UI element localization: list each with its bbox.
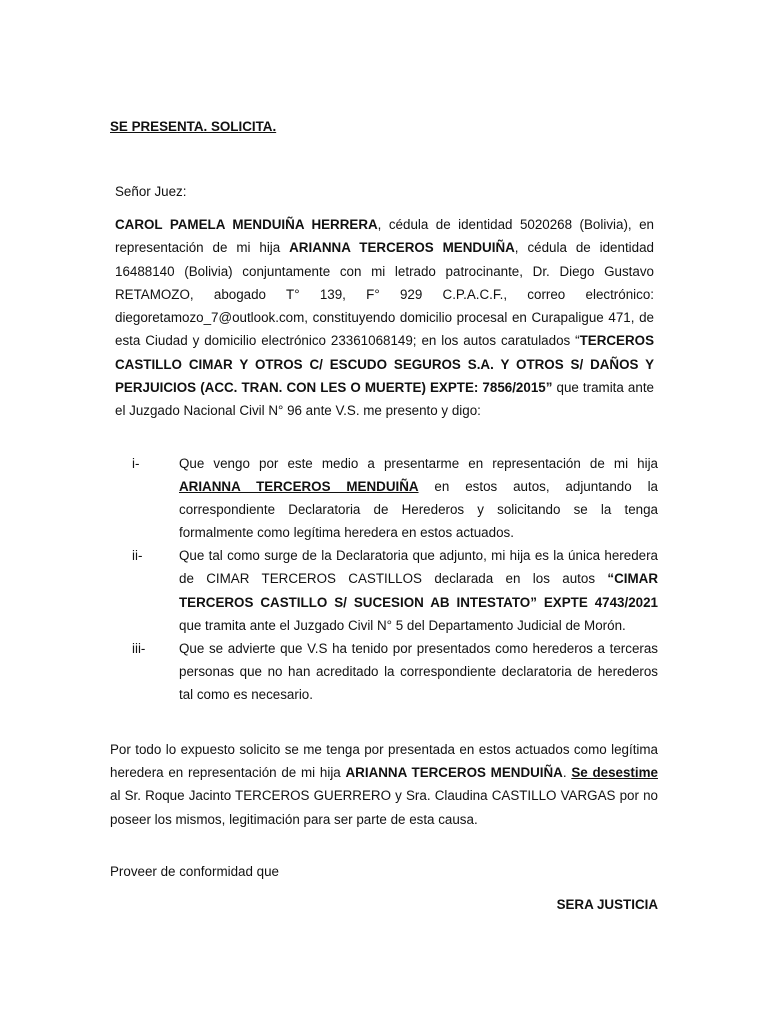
item-text: Que vengo por este medio a presentarme en representación de mi hija [179,456,658,471]
closing-paragraph [110,738,658,831]
sera-justicia: SERA JUSTICIA [556,897,658,912]
intro-text-3: que tramita ante el Juzgado Nacional Civil N° 96 ante V.S. me presento y digo: [115,380,654,419]
petition-item-2 [115,544,658,636]
item-text: en estos autos, adjuntando la correspondiente Declaratoria de Herederos y solicitando se la tenga formalmente como legítima heredera en estos actuados. [179,479,658,541]
case-caption: TERCEROS CASTILLO CIMAR Y OTROS C/ ESCUDO SEGUROS S.A. Y OTROS S/ DAÑOS Y PERJUICIOS (ACC. TRAN. CON LES O MUERTE) EXPTE: 7856/2015” [115,333,654,396]
dismissal-request: Se desestime [571,765,658,781]
item-text: Que se advierte que V.S ha tenido por presentados como herederos a terceras personas que no han acreditado la correspondiente declaratoria de herederos tal como es necesario. [179,640,658,702]
document-title: SE PRESENTA. SOLICITA. [110,119,277,134]
item-marker: iii- [132,640,146,656]
item-text: Que tal como surge de la Declaratoria que adjunto, mi hija es la única heredera de CIMAR TERCEROS CASTILLOS declarada en los autos [179,548,658,587]
closing-daughter-name: ARIANNA TERCEROS MENDUIÑA [345,765,563,781]
petition-items [115,452,658,706]
salutation: Señor Juez: [115,184,187,199]
proveer-line: Proveer de conformidad que [110,864,279,879]
succession-case-caption: “CIMAR TERCEROS CASTILLO S/ SUCESION AB INTESTATO” EXPTE 4743/2021 [179,571,658,610]
petition-item-1 [115,452,658,544]
intro-text-1: , cédula de identidad 5020268 (Bolivia), en representación de mi hija [115,217,654,256]
intro-text-2: , cédula de identidad 16488140 (Bolivia) conjuntamente con mi letrado patrocinante, Dr. Diego Gustavo RETAMOZO, abogado T° 139, F° 929 C.P.A.C.F., correo electrónico: diegoretamozo_7@outlook.com, constituyendo domicilio procesal en Curapaligue 471, de esta Ciudad y domicilio electrónico 23361068149; en los autos caratulados “ [115,240,654,349]
item-text: que tramita ante el Juzgado Civil N° 5 del Departamento Judicial de Morón. [179,617,626,633]
daughter-name: ARIANNA TERCEROS MENDUIÑA [289,240,515,256]
closing-text-2: . [562,765,572,781]
item-marker: i- [132,456,140,471]
closing-text-3: al Sr. Roque Jacinto TERCEROS GUERRERO y Sra. Claudina CASTILLO VARGAS por no poseer los mismos, legitimación para ser parte de esta causa. [110,788,658,827]
item-marker: ii- [132,548,143,564]
item-daughter-name: ARIANNA TERCEROS MENDUIÑA [179,479,419,495]
intro-paragraph [115,213,654,423]
closing-text-1: Por todo lo expuesto solicito se me tenga por presentada en estos actuados como legítima heredera en representación de mi hija [110,742,658,781]
applicant-name: CAROL PAMELA MENDUIÑA HERRERA [115,217,378,232]
petition-item-3 [115,637,658,706]
